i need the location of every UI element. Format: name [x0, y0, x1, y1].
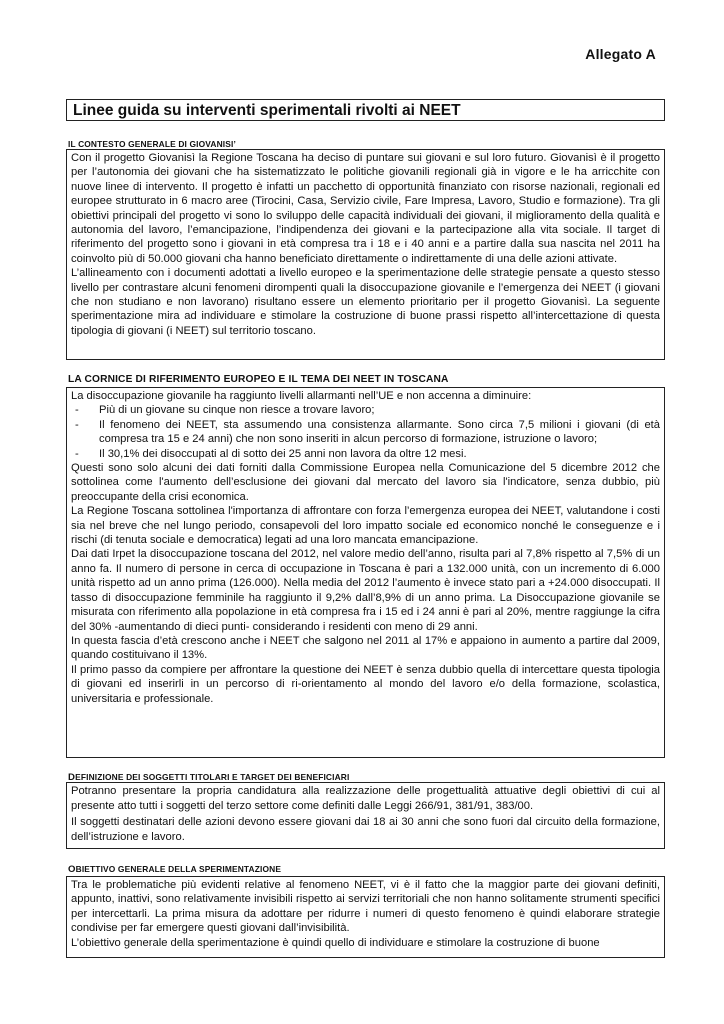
section-heading-cornice: LA CORNICE DI RIFERIMENTO EUROPEO E IL TEMA DEI NEET IN TOSCANA — [68, 374, 449, 385]
paragraph: Il primo passo da compiere per affrontare la questione dei NEET è senza dubbio quella di intercettare questa tipologia di giovani ed inserirli in un percorso di ri-orientamento al mondo del lavoro e/o della formazione, scolastica, universitaria e professionale. — [71, 663, 660, 705]
list-item — [71, 403, 660, 417]
list-item — [71, 418, 660, 447]
paragraph: Tra le problematiche più evidenti relative al fenomeno NEET, vi è il fatto che la maggior parte dei giovani definiti, appunto, inattivi, sono relativamente invisibili rispetto ai servizi territoriali che non hanno solitamente strumenti specifici per intercettarli. La prima misura da adottare per ridurre i numeri di questo fenomeno è quindi elaborare strategie condivise per far emergere questi giovani dall’invisibilità. — [71, 879, 660, 935]
section-heading-obiettivo — [68, 864, 281, 875]
paragraph: Questi sono solo alcuni dei dati forniti dalla Commissione Europea nella Comunicazione del 5 dicembre 2012 che sottolinea come l'aumento dell’esclusione dei giovani dal mercato del lavoro sia l'indicatore, senza dubbio, più preoccupante della crisi economica. — [71, 462, 660, 503]
paragraph: Dai dati Irpet la disoccupazione toscana del 2012, nel valore medio dell’anno, risulta pari al 7,8% rispetto al 7,5% di un anno fa. Il numero di persone in cerca di occupazione in Toscana è pari a 132.000 unità, con un incremento di 6.000 unità rispetto ad un anno prima (126.000). Nella media del 2012 l’aumento è invece stato pari a +24.000 disoccupati. Il tasso di disoccupazione femminile ha raggiunto il 9,2% dall’8,9% di un anno prima. La Disoccupazione giovanile se misurata con riferimento alla popolazione in età compresa fra i 15 ed i 24 anni è pari al 20%, mentre raggiunge la cifra del 30% -aumentando di dieci punti- considerando i residenti con meno di 29 anni. — [71, 548, 660, 633]
allegato-label: Allegato A — [585, 46, 656, 62]
heading-initial: O — [68, 864, 76, 875]
paragraph: L’obiettivo generale della sperimentazione è quindi quello di individuare e stimolare la costruzione di buone — [71, 936, 600, 949]
section-box-cornice — [66, 387, 665, 758]
paragraph: In questa fascia d’età crescono anche i NEET che salgono nel 2011 al 17% e appaiono in aumento a partire dal 2009, quando costituivano il 13%. — [71, 634, 660, 662]
section-box-soggetti — [66, 782, 665, 849]
bullet-dash: - — [75, 404, 79, 417]
paragraph: La disoccupazione giovanile ha raggiunto livelli allarmanti nell’UE e non accenna a diminuire: — [71, 390, 532, 402]
section-box-obiettivo — [66, 876, 665, 958]
bullet-dash: - — [75, 418, 79, 431]
paragraph: Con il progetto Giovanisì la Regione Toscana ha deciso di puntare sui giovani e sul loro futuro. Giovanisì è il progetto per l’autonomia dei giovani che ha sistematizzato le politiche giovanili regionali già in vigore e le ha arricchite con nuove linee di intervento. Il progetto è infatti un pacchetto di opportunità finanziato con risorse nazionali, regionali ed europee strutturato in 6 macro aree (Tirocini, Casa, Servizio civile, Fare Impresa, Lavoro, Studio e formazione). Tra gli obiettivi principali del progetto vi sono lo sviluppo delle capacità individuali dei giovani, il miglioramento della qualità e autonomia del lavoro, l’emancipazione, l’indipendenza dei giovani e la partecipazione alla vita sociale. Il target di riferimento del progetto sono i giovani in età compresa tra i 18 e i 40 anni e a partire dalla sua nascita nel 2011 ha coinvolto più di 50.000 giovani cha hanno beneficiato direttamente o indirettamente di una delle azioni attivate. — [71, 152, 660, 265]
paragraph: Il soggetti destinatari delle azioni devono essere giovani dai 18 ai 30 anni che sono fuori dal circuito della formazione, dell’istruzione e lavoro. — [71, 815, 660, 844]
heading-initial: D — [68, 772, 76, 783]
bullet-text: Il 30,1% dei disoccupati al di sotto dei 25 anni non lavora da oltre 12 mesi. — [99, 447, 467, 460]
paragraph: Potranno presentare la propria candidatura alla realizzazione delle progettualità attuative degli obiettivi di cui al presente atto tutti i soggetti del terzo settore come definiti dalle Leggi 266/91, 381/91, 383/00. — [71, 785, 660, 813]
list-item — [71, 447, 660, 461]
heading-rest: EFINIZIONE DEI SOGGETTI TITOLARI E TARGET DEI BENEFICIARI — [75, 772, 350, 782]
heading-rest: BIETTIVO GENERALE DELLA SPERIMENTAZIONE — [75, 864, 282, 874]
bullet-text: Più di un giovane su cinque non riesce a trovare lavoro; — [99, 404, 375, 417]
paragraph: L’allineamento con i documenti adottati a livello europeo e la sperimentazione delle strategie pensate a questo stesso livello per contrastare alcuni fenomeni dirompenti quali la disoccupazione giovanile e l’emergenza dei NEET (i giovani che non studiano e non lavorano) risultano essere un elemento prioritario per il progetto Giovanisì. La seguente sperimentazione mira ad individuare e stimolare la costruzione di buone prassi rispetto all’intercettazione di questa tipologia di giovani (i NEET) sul territorio toscano. — [71, 267, 660, 337]
section-box-contesto — [66, 149, 665, 360]
bullet-text: Il fenomeno dei NEET, sta assumendo una consistenza allarmante. Sono circa 7,5 milioni i giovani (di età compresa tra 15 e 24 anni) che non sono inseriti in alcun percorso di formazione, istruzione o lavoro; — [99, 418, 660, 446]
document-title: Linee guida su interventi sperimentali rivolti ai NEET — [66, 99, 665, 121]
section-heading-contesto: IL CONTESTO GENERALE DI GIOVANISI’ — [68, 139, 236, 149]
bullet-dash: - — [75, 447, 79, 460]
paragraph: La Regione Toscana sottolinea l'importanza di affrontare con forza l’emergenza europea dei NEET, valutandone i costi sia nel breve che nel lungo periodo, consapevoli del loro impatto sociale ed economico nonché le conseguenze e i rischi (di tenuta sociale e democratica) legati ad una loro mancata emancipazione. — [71, 505, 660, 547]
